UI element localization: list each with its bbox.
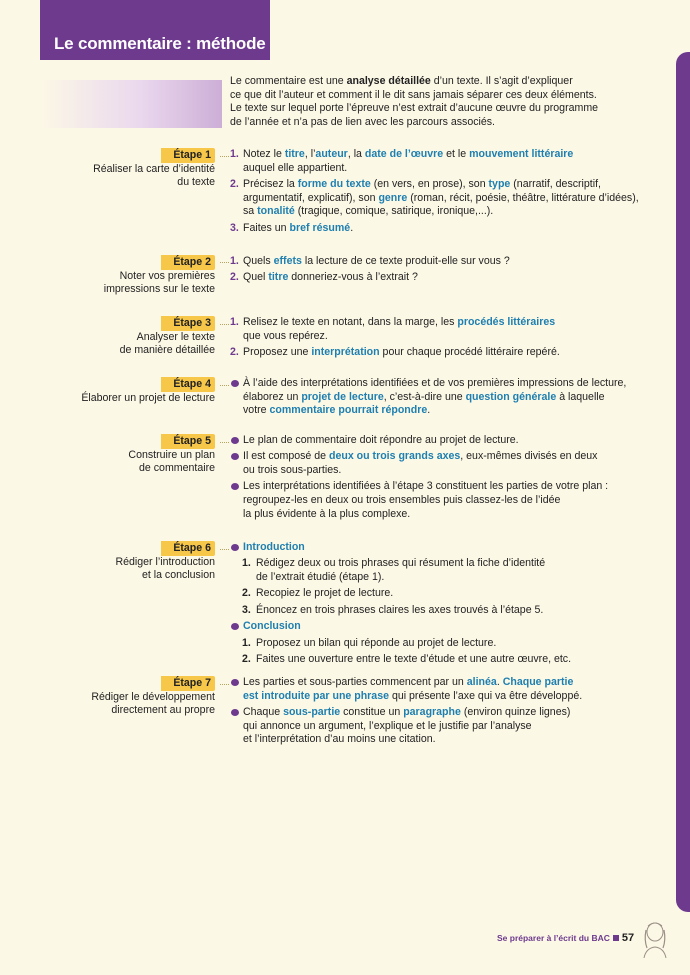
sub-item: 2. Recopiez le projet de lecture. [242, 587, 394, 600]
step-4-label: Étape 4 Élaborer un projet de lecture [81, 378, 215, 404]
step-connector [220, 684, 229, 686]
list-item: Chaque sous-partie constitue un paragraphe (environ quinze lignes) qui annonce un argument, l’explique et le justifie par l’analyse et l’interprétation d’au moins une citation. [230, 706, 650, 747]
bullet-dot [231, 483, 239, 490]
conclusion-heading: Conclusion [243, 620, 301, 633]
list-item: Il est composé de deux ou trois grands axes, eux-mêmes divisés en deux ou trois sous-parties. [230, 450, 650, 477]
step-3-label: Étape 3 Analyser le texte de manière détaillée [119, 317, 215, 357]
list-item: Les parties et sous-parties commencent par un alinéa. Chaque partie est introduite par une phrase qui présente l’axe qui va être développé. [230, 676, 650, 703]
step-6-label: Étape 6 Rédiger l’introduction et la conclusion [115, 542, 215, 582]
list-item: 1. Relisez le texte en notant, dans la marge, les procédés littéraires que vous repérez. [230, 316, 556, 342]
list-item: 1. Notez le titre, l’auteur, la date de l’œuvre et le mouvement littéraire auquel elle appartient. [230, 148, 574, 174]
step-3-content [230, 316, 650, 362]
step-5-content [230, 434, 650, 524]
step-7-content [230, 676, 650, 750]
list-item: À l’aide des interprétations identifiées et de vos premières impressions de lecture, élaborez un projet de lecture, c’est-à-dire une question générale à laquelle votre commentaire pourrait répondre. [230, 377, 650, 418]
step-badge: Étape 5 [161, 434, 215, 449]
footer [497, 932, 634, 944]
step-connector [220, 262, 229, 264]
bullet-dot [231, 709, 239, 716]
step-badge: Étape 4 [161, 377, 215, 392]
list-item: 2. Quel titre donneriez-vous à l’extrait ? [230, 271, 418, 284]
bullet-dot [231, 544, 239, 551]
step-1-label: Étape 1 Réaliser la carte d’identité du texte [93, 149, 215, 189]
step-badge: Étape 2 [161, 255, 215, 270]
step-connector [220, 324, 229, 326]
list-item: Les interprétations identifiées à l’étape 3 constituent les parties de votre plan : regroupez-les en deux ou trois ensembles puis classez-les de l’idée la plus évidente à la plus complexe. [230, 480, 650, 521]
sub-item: 1. Rédigez deux ou trois phrases qui résument la fiche d’identité de l’extrait étudié (étape 1). [242, 557, 546, 583]
step-badge: Étape 3 [161, 316, 215, 331]
list-item: Le plan de commentaire doit répondre au projet de lecture. [230, 434, 650, 448]
step-5-label: Étape 5 Construire un plan de commentaire [128, 435, 215, 475]
step-connector [220, 156, 229, 158]
step-badge: Étape 6 [161, 541, 215, 556]
step-connector [220, 549, 229, 551]
step-badge: Étape 1 [161, 148, 215, 163]
title-bar [40, 0, 270, 60]
bullet-dot [231, 679, 239, 686]
bullet-dot [231, 453, 239, 460]
list-item [230, 541, 650, 555]
intro-text: Le commentaire est une analyse détaillée d’un texte. Il s’agit d’expliquer ce que dit l’auteur et comment il le dit sans jamais séparer ces deux éléments. Le texte sur lequel porte l’épreuve n’est extrait d’aucune œuvre du programme de l’année et n’a pas de lien avec les parcours associés. [230, 75, 599, 128]
step-connector [220, 442, 229, 444]
square-icon [613, 935, 619, 941]
bullet-dot [231, 380, 239, 387]
list-item: 2. Précisez la forme du texte (en vers, en prose), son type (narratif, descriptif, argumentatif, explicatif), son genre (roman, récit, poésie, théâtre, littérature d’idées), sa tonalité (tragique, comique, satirique, ironique,...). [230, 177, 639, 218]
intro-gradient [40, 80, 222, 128]
list-item: 3. Faites un bref résumé. [230, 221, 354, 234]
footer-label: Se préparer à l’écrit du BAC [497, 933, 610, 943]
list-item: 2. Proposez une interprétation pour chaque procédé littéraire repéré. [230, 345, 560, 358]
page-title: Le commentaire : méthode [54, 34, 266, 53]
sub-item: 1. Proposez un bilan qui réponde au projet de lecture. [242, 636, 497, 649]
step-2-content [230, 255, 650, 288]
bullet-dot [231, 437, 239, 444]
list-item: 1. Quels effets la lecture de ce texte produit-elle sur vous ? [230, 255, 510, 267]
list-item [230, 620, 650, 634]
portrait-icon [640, 918, 670, 958]
bullet-dot [231, 623, 239, 630]
step-1-content [230, 148, 650, 238]
page-number: 57 [621, 932, 635, 944]
step-4-content [230, 377, 650, 421]
step-connector [220, 385, 229, 387]
step-6-content [230, 541, 650, 669]
side-tab [676, 52, 690, 912]
sub-item: 3. Énoncez en trois phrases claires les axes trouvés à l’étape 5. [242, 603, 544, 616]
step-7-label: Étape 7 Rédiger le développement directement au propre [91, 677, 215, 717]
step-2-label: Étape 2 Noter vos premières impressions sur le texte [103, 256, 215, 296]
sub-item: 2. Faites une ouverture entre le texte d’étude et une autre œuvre, etc. [242, 652, 572, 665]
introduction-heading: Introduction [243, 541, 305, 553]
step-badge: Étape 7 [161, 676, 215, 691]
